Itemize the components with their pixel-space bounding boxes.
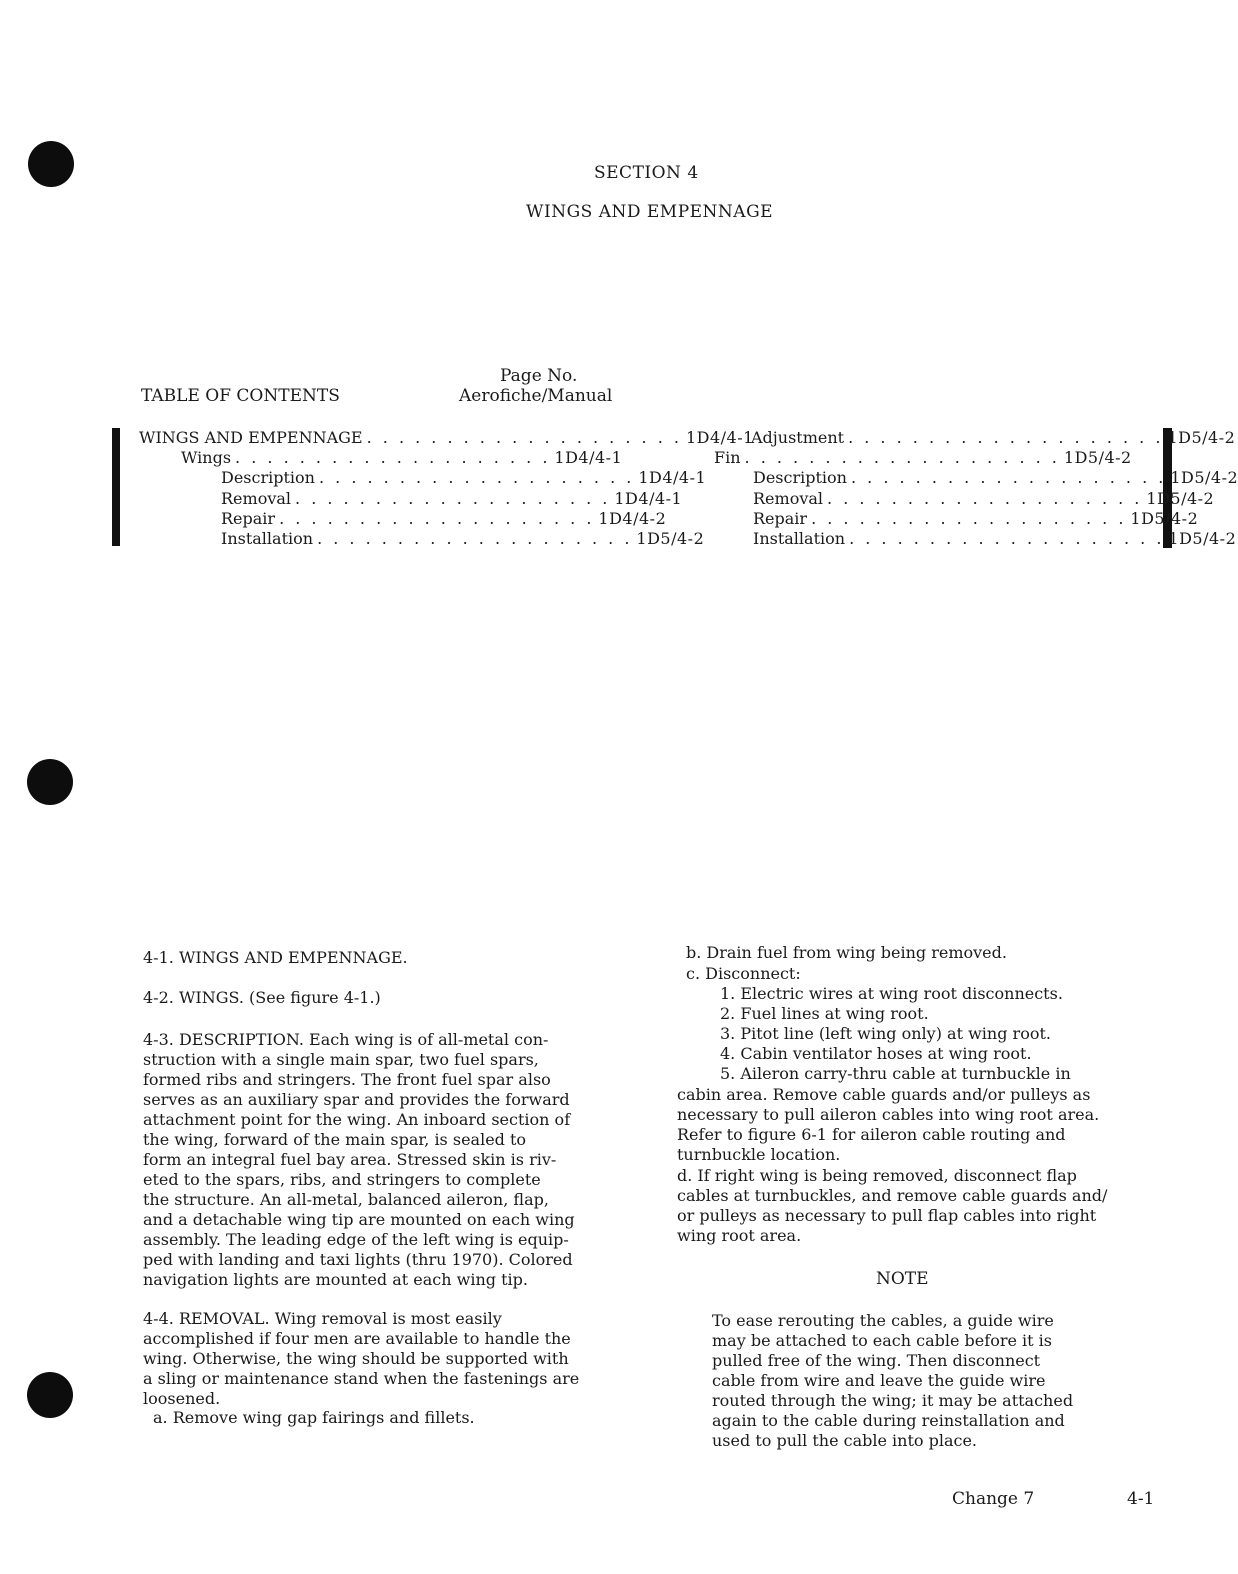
- text-line: a sling or maintenance stand when the fastenings are: [143, 1369, 580, 1388]
- toc-entry-page: 1D4/4-1: [638, 468, 707, 487]
- change-number: Change 7: [952, 1489, 1035, 1509]
- text-line: routed through the wing; it may be attached: [712, 1391, 1074, 1410]
- toc-entry-page: 1D5/4-2: [1167, 428, 1236, 447]
- text-line: may be attached to each cable before it is: [712, 1331, 1052, 1350]
- toc-leader-dots: . . . . . . . . . . . . . . . . . . . .: [848, 428, 1164, 447]
- text-line: necessary to pull aileron cables into wing root area.: [677, 1105, 1100, 1124]
- list-item: 4. Cabin ventilator hoses at wing root.: [720, 1044, 1032, 1063]
- paragraph-4-1-heading: 4-1. WINGS AND EMPENNAGE.: [143, 948, 408, 967]
- toc-leader-dots: . . . . . . . . . . . . . . . . . . . .: [317, 529, 633, 548]
- step-b: b. Drain fuel from wing being removed.: [686, 943, 1007, 962]
- toc-entry-page: 1D5/4-2: [1168, 529, 1237, 548]
- text-line: again to the cable during reinstallation and: [712, 1411, 1065, 1430]
- toc-entry-page: 1D5/4-2: [636, 529, 705, 548]
- text-line: the structure. An all-metal, balanced aileron, flap,: [143, 1190, 549, 1209]
- list-item: 3. Pitot line (left wing only) at wing root.: [720, 1024, 1051, 1043]
- toc-entry-wings-and-empennage[interactable]: [139, 428, 754, 448]
- binder-hole-middle: [27, 759, 73, 805]
- toc-entry-page: 1D5/4-2: [1170, 468, 1238, 487]
- toc-entry-label: Description: [753, 468, 847, 487]
- toc-entry-wings-description[interactable]: [221, 468, 707, 488]
- text-line: assembly. The leading edge of the left wing is equip-: [143, 1230, 569, 1249]
- text-line: form an integral fuel bay area. Stressed skin is riv-: [143, 1150, 557, 1169]
- text-line: turnbuckle location.: [677, 1145, 841, 1164]
- note-title: NOTE: [876, 1269, 929, 1289]
- toc-entry-page: 1D4/4-2: [598, 509, 667, 528]
- toc-entry-label: Installation: [753, 529, 846, 548]
- toc-entry-page: 1D5/4-2: [1146, 489, 1215, 508]
- text-line: wing root area.: [677, 1226, 802, 1245]
- list-item: 2. Fuel lines at wing root.: [720, 1004, 929, 1023]
- page-number: 4-1: [1127, 1489, 1155, 1509]
- text-line: used to pull the cable into place.: [712, 1431, 978, 1450]
- toc-entry-label: Description: [221, 468, 315, 487]
- text-line: To ease rerouting the cables, a guide wire: [712, 1311, 1054, 1330]
- toc-entry-wings[interactable]: [181, 448, 623, 468]
- page-no-sublabel: Aerofiche/Manual: [459, 386, 613, 406]
- toc-entry-label: Fin: [714, 448, 741, 467]
- toc-entry-fin-installation[interactable]: [753, 529, 1237, 549]
- page-no-label: Page No.: [500, 366, 578, 386]
- binder-hole-bottom: [27, 1372, 73, 1418]
- step-c-items: [720, 984, 1150, 1084]
- toc-entry-adjustment[interactable]: [751, 428, 1236, 448]
- toc-entry-label: Repair: [221, 509, 276, 528]
- step-c: c. Disconnect:: [686, 964, 801, 983]
- toc-leader-dots: . . . . . . . . . . . . . . . . . . . .: [850, 468, 1167, 487]
- text-line: attachment point for the wing. An inboard section of: [143, 1110, 571, 1129]
- text-line: navigation lights are mounted at each wing tip.: [143, 1270, 528, 1289]
- toc-leader-dots: . . . . . . . . . . . . . . . . . . . .: [235, 448, 551, 467]
- step-a: a. Remove wing gap fairings and fillets.: [153, 1408, 475, 1427]
- text-line: 4-3. DESCRIPTION. Each wing is of all-metal con-: [143, 1030, 549, 1049]
- toc-entry-page: 1D4/4-1: [685, 428, 754, 447]
- note-body: [712, 1311, 1132, 1451]
- paragraph-4-4-removal: [143, 1309, 633, 1409]
- toc-leader-dots: . . . . . . . . . . . . . . . . . . . .: [279, 509, 595, 528]
- toc-entry-wings-repair[interactable]: [221, 509, 667, 529]
- toc-entry-page: 1D5/4-2: [1130, 509, 1199, 528]
- list-item: 5. Aileron carry-thru cable at turnbuckle in: [720, 1064, 1071, 1083]
- toc-entry-label: Installation: [221, 529, 314, 548]
- toc-entry-wings-installation[interactable]: [221, 529, 705, 549]
- revision-bar-left: [112, 428, 120, 546]
- toc-entry-fin-description[interactable]: [753, 468, 1238, 488]
- section-number: SECTION 4: [594, 163, 699, 183]
- text-line: pulled free of the wing. Then disconnect: [712, 1351, 1041, 1370]
- toc-leader-dots: . . . . . . . . . . . . . . . . . . . .: [811, 509, 1127, 528]
- toc-entry-label: Removal: [221, 489, 292, 508]
- toc-leader-dots: . . . . . . . . . . . . . . . . . . . .: [827, 489, 1143, 508]
- toc-entry-wings-removal[interactable]: [221, 489, 683, 509]
- toc-entry-fin-removal[interactable]: [753, 489, 1215, 509]
- toc-leader-dots: . . . . . . . . . . . . . . . . . . . .: [366, 428, 682, 447]
- text-line: ped with landing and taxi lights (thru 1970). Colored: [143, 1250, 573, 1269]
- toc-entry-label: Wings: [181, 448, 232, 467]
- toc-entry-page: 1D4/4-1: [554, 448, 623, 467]
- text-line: Refer to figure 6-1 for aileron cable routing and: [677, 1125, 1066, 1144]
- text-line: or pulleys as necessary to pull flap cables into right: [677, 1206, 1097, 1225]
- toc-entry-label: Adjustment: [751, 428, 845, 447]
- toc-leader-dots: . . . . . . . . . . . . . . . . . . . .: [295, 489, 611, 508]
- text-line: and a detachable wing tip are mounted on each wing: [143, 1210, 575, 1229]
- step-d: [677, 1166, 1157, 1246]
- toc-leader-dots: . . . . . . . . . . . . . . . . . . . .: [849, 529, 1165, 548]
- text-line: wing. Otherwise, the wing should be supported with: [143, 1349, 569, 1368]
- binder-hole-top: [28, 141, 74, 187]
- text-line: cabin area. Remove cable guards and/or pulleys as: [677, 1085, 1091, 1104]
- text-line: the wing, forward of the main spar, is sealed to: [143, 1130, 527, 1149]
- text-line: serves as an auxiliary spar and provides the forward: [143, 1090, 570, 1109]
- text-line: accomplished if four men are available to handle the: [143, 1329, 571, 1348]
- list-item: 1. Electric wires at wing root disconnects.: [720, 984, 1063, 1003]
- toc-entry-fin[interactable]: [714, 448, 1132, 468]
- text-line: struction with a single main spar, two fuel spars,: [143, 1050, 539, 1069]
- toc-heading: TABLE OF CONTENTS: [141, 386, 340, 406]
- toc-leader-dots: . . . . . . . . . . . . . . . . . . . .: [318, 468, 635, 487]
- text-line: cables at turnbuckles, and remove cable guards and/: [677, 1186, 1108, 1205]
- text-line: cable from wire and leave the guide wire: [712, 1371, 1046, 1390]
- toc-entry-label: Removal: [753, 489, 824, 508]
- toc-entry-label: Repair: [753, 509, 808, 528]
- paragraph-4-3-description: [143, 1030, 633, 1290]
- toc-entry-page: 1D4/4-1: [614, 489, 683, 508]
- toc-entry-label: WINGS AND EMPENNAGE: [139, 428, 363, 447]
- toc-entry-page: 1D5/4-2: [1063, 448, 1132, 467]
- section-title: WINGS AND EMPENNAGE: [526, 202, 774, 222]
- text-line: eted to the spars, ribs, and stringers to complete: [143, 1170, 541, 1189]
- text-line: loosened.: [143, 1389, 221, 1408]
- text-line: d. If right wing is being removed, disconnect flap: [677, 1166, 1077, 1185]
- text-line: 4-4. REMOVAL. Wing removal is most easily: [143, 1309, 502, 1328]
- paragraph-4-2-heading: 4-2. WINGS. (See figure 4-1.): [143, 988, 381, 1007]
- text-line: formed ribs and stringers. The front fuel spar also: [143, 1070, 551, 1089]
- toc-entry-fin-repair[interactable]: [753, 509, 1199, 529]
- toc-leader-dots: . . . . . . . . . . . . . . . . . . . .: [744, 448, 1060, 467]
- step-c5-continuation: [677, 1085, 1157, 1165]
